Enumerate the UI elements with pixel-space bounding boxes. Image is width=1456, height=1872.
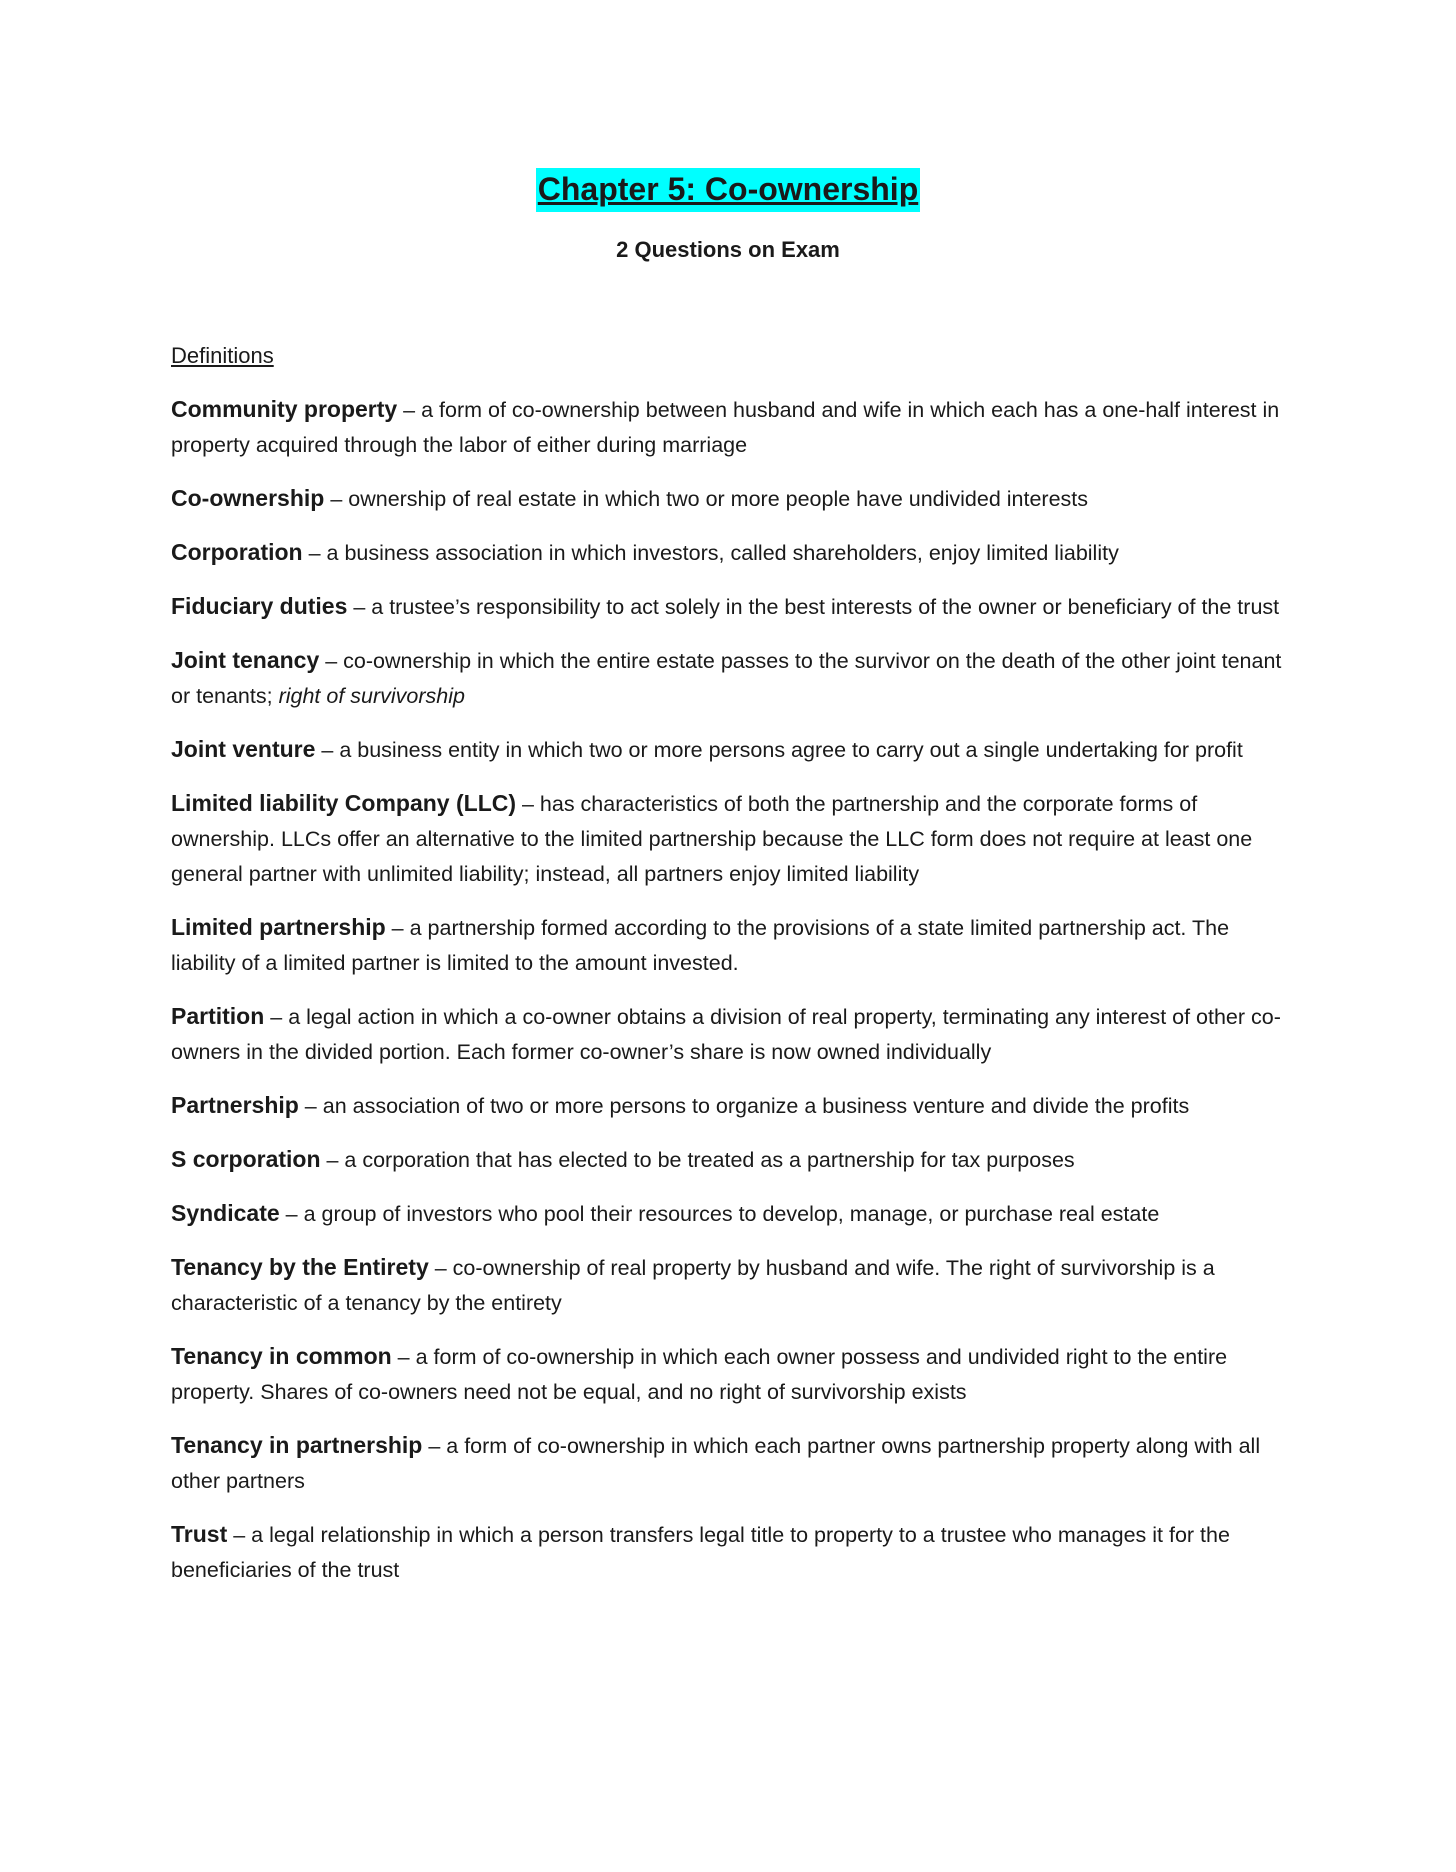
definition-text: ownership of real estate in which two or more people have undivided interests [348,487,1089,511]
definition-separator: – [302,541,327,565]
definitions-list [171,392,1291,1606]
definition-item [171,1517,1291,1588]
definition-term: Limited partnership [171,914,386,940]
definition-term: S corporation [171,1146,321,1172]
definition-text: a legal relationship in which a person transfers legal title to property to a trustee who manages it for the beneficiaries of the trust [171,1523,1230,1582]
definition-text: a form of co-ownership in which each owner possess and undivided right to the entire property. Shares of co-owners need not be equal, and no right of survivorship exists [171,1345,1228,1404]
definition-text: has characteristics of both the partnership and the corporate forms of ownership. LLCs offer an alternative to the limited partnership because the LLC form does not require at least one general partner with unlimited liability; instead, all partners enjoy limited liability [171,792,1253,886]
definition-separator: – [264,1005,289,1029]
definition-term: Limited liability Company (LLC) [171,790,517,816]
definition-item [171,1142,1291,1178]
definition-item [171,786,1291,892]
definition-term: Fiduciary duties [171,593,348,619]
definition-term: Trust [171,1521,228,1547]
definition-term: Joint venture [171,736,316,762]
definition-item [171,910,1291,981]
definition-item [171,999,1291,1070]
definition-text: a trustee’s responsibility to act solely in the best interests of the owner or beneficiary of the trust [371,595,1280,619]
definition-separator: – [279,1202,304,1226]
title-container [0,168,1456,212]
definition-separator: – [227,1523,252,1547]
definition-text: a corporation that has elected to be treated as a partnership for tax purposes [344,1148,1075,1172]
definition-separator: – [422,1434,447,1458]
definition-text: a form of co-ownership between husband and wife in which each has a one-half interest in property acquired through the labor of either during marriage [171,398,1280,457]
definition-text: a form of co-ownership in which each partner owns partnership property along with all other partners [171,1434,1261,1493]
definition-term: Tenancy in common [171,1343,392,1369]
definition-term: Partition [171,1003,265,1029]
definition-item [171,643,1291,714]
definition-text: a business association in which investors, called shareholders, enjoy limited liability [326,541,1119,565]
page-title: Chapter 5: Co-ownership [536,168,920,212]
definition-separator: – [319,649,344,673]
definition-term: Syndicate [171,1200,280,1226]
definition-italic-note: right of survivorship [278,684,465,708]
definition-item [171,535,1291,571]
definition-text: co-ownership of real property by husband and wife. The right of survivorship is a characteristic of a tenancy by the entirety [171,1256,1215,1315]
definition-separator: – [397,398,422,422]
definition-item [171,1339,1291,1410]
definition-item [171,1250,1291,1321]
definition-separator: – [324,487,349,511]
definition-text: a group of investors who pool their resources to develop, manage, or purchase real estate [303,1202,1160,1226]
definition-term: Corporation [171,539,303,565]
definition-text: co-ownership in which the entire estate passes to the survivor on the death of the other joint tenant or tenants; [171,649,1282,708]
definition-text: a business entity in which two or more persons agree to carry out a single undertaking for profit [339,738,1243,762]
definition-term: Tenancy by the Entirety [171,1254,429,1280]
definition-term: Joint tenancy [171,647,320,673]
definition-separator: – [298,1094,323,1118]
definition-item [171,392,1291,463]
definition-separator: – [315,738,340,762]
definition-separator: – [347,595,372,619]
definition-item [171,732,1291,768]
definition-item [171,1088,1291,1124]
definition-item [171,481,1291,517]
definition-text: a legal action in which a co-owner obtains a division of real property, terminating any interest of other co-owners in the divided portion. Each former co-owner’s share is now owned individually [171,1005,1281,1064]
definition-text: a partnership formed according to the provisions of a state limited partnership act. The liability of a limited partner is limited to the amount invested. [171,916,1230,975]
section-label-definitions: Definitions [171,343,274,368]
definition-item [171,589,1291,625]
definition-item [171,1196,1291,1232]
definition-text: an association of two or more persons to organize a business venture and divide the profits [322,1094,1190,1118]
definition-term: Co-ownership [171,485,325,511]
definition-separator: – [428,1256,453,1280]
definition-term: Tenancy in partnership [171,1432,423,1458]
definition-term: Community property [171,396,398,422]
definition-separator: – [385,916,410,940]
definition-term: Partnership [171,1092,299,1118]
definition-item [171,1428,1291,1499]
definition-separator: – [320,1148,345,1172]
definition-separator: – [516,792,540,816]
page-subtitle: 2 Questions on Exam [616,237,840,262]
definition-separator: – [391,1345,416,1369]
